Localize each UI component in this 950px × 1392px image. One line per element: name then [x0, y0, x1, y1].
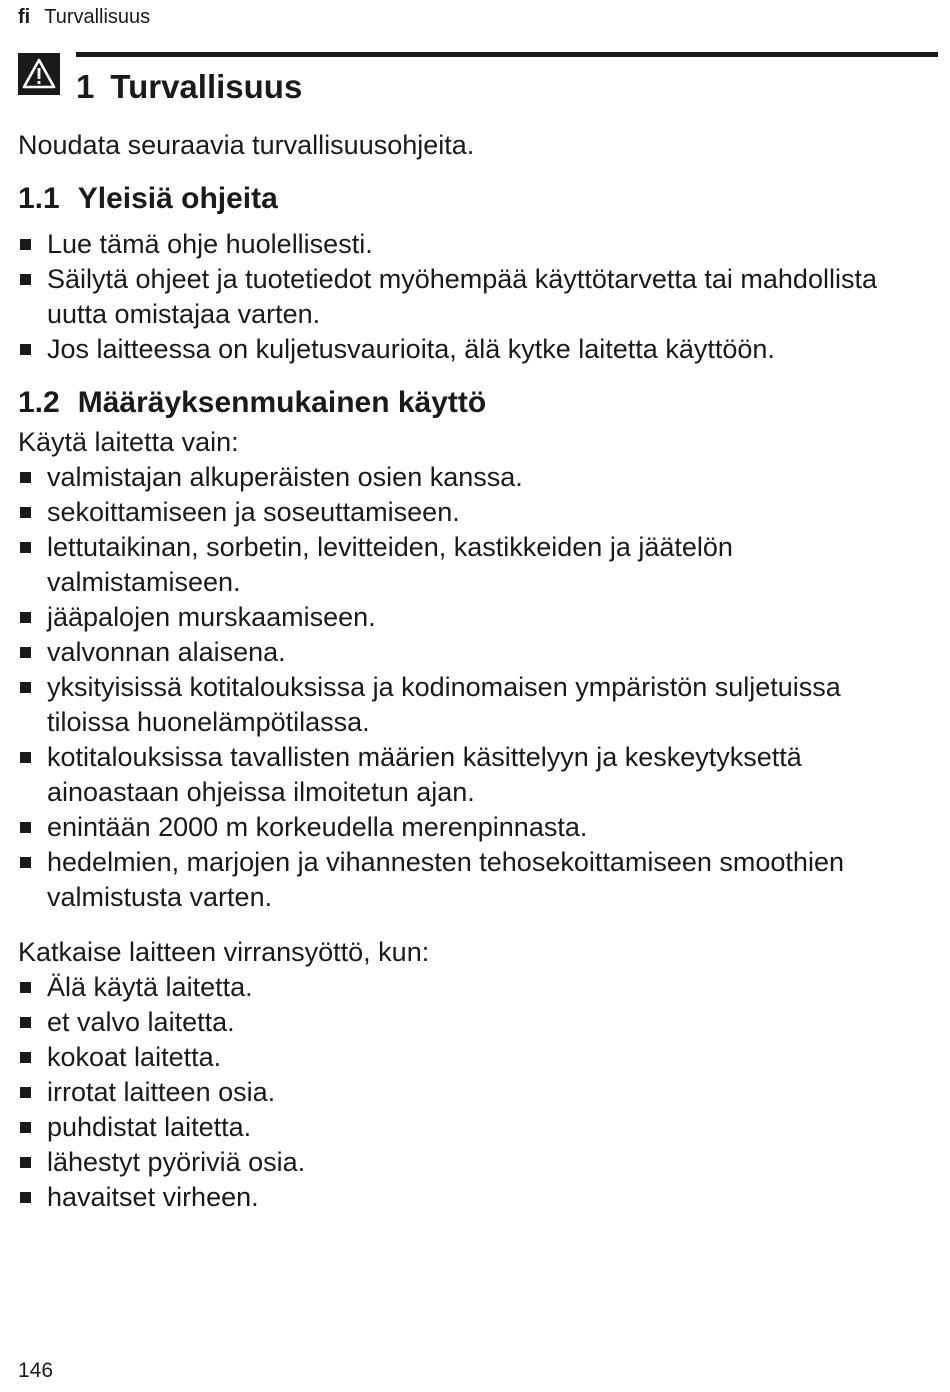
intended-use-list: [18, 460, 928, 915]
bullet: [20, 752, 31, 763]
list-item: kokoat laitetta.: [18, 1040, 928, 1075]
list-item: jääpalojen murskaamiseen.: [18, 600, 928, 635]
bullet: [20, 1122, 31, 1133]
list-item: Säilytä ohjeet ja tuotetiedot myöhempää käyttötarvetta tai mahdollista uutta omistajaa varten.: [18, 262, 928, 332]
general-instructions-list: [18, 227, 928, 367]
title-rule: [76, 52, 938, 57]
page-number: 146: [18, 1359, 54, 1382]
running-header-section: Turvallisuus: [44, 6, 151, 28]
language-code: fi: [18, 6, 31, 28]
intended-use-lead: Käytä laitetta vain:: [18, 427, 239, 457]
bullet: [20, 612, 31, 623]
list-item: irrotat laitteen osia.: [18, 1075, 928, 1110]
section-number: 1.2: [18, 386, 60, 419]
bullet: [20, 542, 31, 553]
chapter-number: 1: [76, 68, 95, 105]
list-item: Älä käytä laitetta.: [18, 970, 928, 1005]
bullet: [20, 1052, 31, 1063]
bullet: [20, 1017, 31, 1028]
bullet: [20, 647, 31, 658]
section-heading-intended-use: [18, 381, 928, 425]
list-item: hedelmien, marjojen ja vihannesten tehosekoittamiseen smoothien valmistusta varten.: [18, 845, 928, 915]
warning-triangle-icon: [18, 53, 60, 95]
list-item: lähestyt pyöriviä osia.: [18, 1145, 928, 1180]
list-item: enintään 2000 m korkeudella merenpinnasta.: [18, 810, 928, 845]
bullet: [20, 274, 31, 285]
list-item: valmistajan alkuperäisten osien kanssa.: [18, 460, 928, 495]
bullet: [20, 682, 31, 693]
section-number: 1.1: [18, 182, 60, 215]
bullet: [20, 1087, 31, 1098]
power-off-list: [18, 970, 928, 1215]
list-item: puhdistat laitetta.: [18, 1110, 928, 1145]
list-item: et valvo laitetta.: [18, 1005, 928, 1040]
list-item: sekoittamiseen ja soseuttamiseen.: [18, 495, 928, 530]
bullet: [20, 344, 31, 355]
section-title: Yleisiä ohjeita: [77, 182, 278, 215]
list-item: havaitset virheen.: [18, 1180, 928, 1215]
chapter-title: [76, 66, 302, 108]
list-item: Jos laitteessa on kuljetusvaurioita, älä kytke laitetta käyttöön.: [18, 332, 928, 367]
bullet: [20, 822, 31, 833]
list-item: lettutaikinan, sorbetin, levitteiden, kastikkeiden ja jäätelön valmistamiseen.: [18, 530, 928, 600]
bullet: [20, 239, 31, 250]
power-off-lead: Katkaise laitteen virransyöttö, kun:: [18, 937, 430, 967]
section-title: Määräyksenmukainen käyttö: [77, 386, 487, 419]
bullet: [20, 472, 31, 483]
list-item: yksityisissä kotitalouksissa ja kodinomaisen ympäristön suljetuissa tiloissa huonelämpötilassa.: [18, 670, 928, 740]
chapter-title-text: Turvallisuus: [110, 68, 303, 105]
list-item: kotitalouksissa tavallisten määrien käsittelyyn ja keskeytyksettä ainoastaan ohjeissa ilmoitetun ajan.: [18, 740, 928, 810]
content: [18, 128, 928, 1215]
section-heading-general: [18, 177, 928, 221]
running-header: [18, 4, 150, 30]
bullet: [20, 507, 31, 518]
bullet: [20, 857, 31, 868]
list-item: Lue tämä ohje huolellisesti.: [18, 227, 928, 262]
bullet: [20, 1157, 31, 1168]
bullet: [20, 982, 31, 993]
list-item: valvonnan alaisena.: [18, 635, 928, 670]
chapter-intro: Noudata seuraavia turvallisuusohjeita.: [18, 130, 475, 160]
bullet: [20, 1192, 31, 1203]
